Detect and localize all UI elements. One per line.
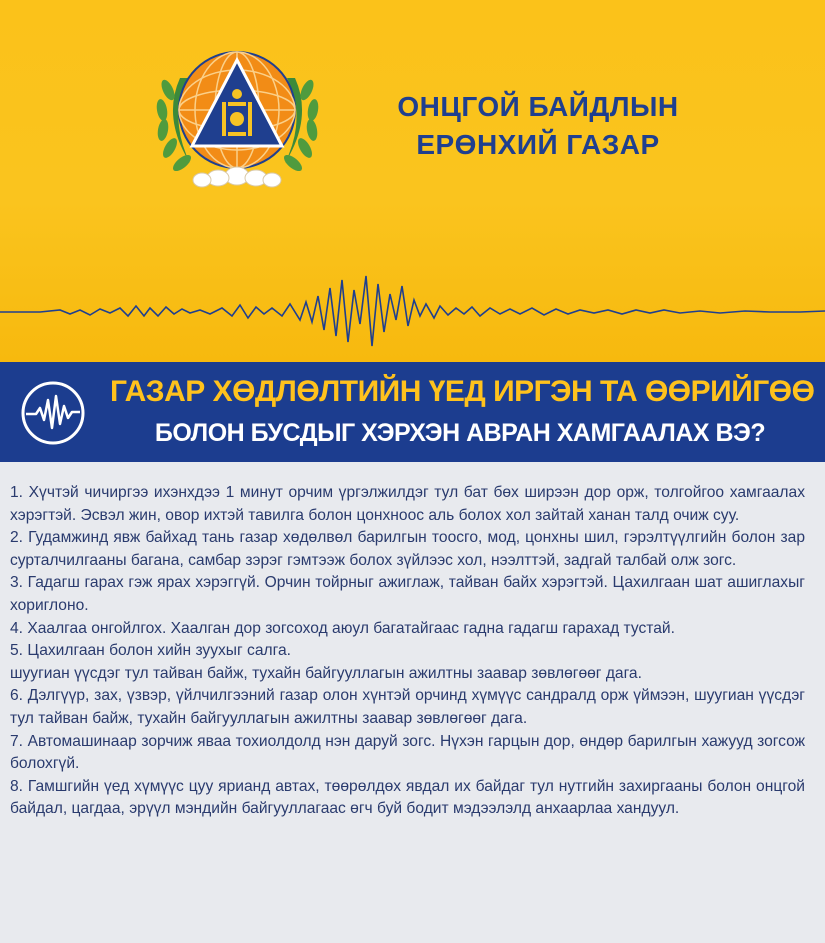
instruction-item-8: 8. Гамшгийн үед хүмүүс цуу ярианд автах, төөрөлдөх явдал их байдаг тул нутгийн захиргааны болон онцгой байдал, цагдаа, эрүүл мэндийн байгууллагаас өгч буй бодит мэдээлэлд анхаарлаа хандуул. (10, 777, 805, 818)
instruction-item-5: 5. Цахилгаан болон хийн зуухыг салга. (10, 642, 291, 660)
instruction-item-5-continued: шуугиан үүсдэг тул тайван байж, тухайн байгууллагын ажилтны заавар зөвлөгөөг дага. (10, 664, 642, 682)
instructions-section (0, 462, 825, 943)
title-banner (0, 362, 825, 462)
emergency-agency-emblem-icon (150, 38, 325, 193)
instruction-item-6: 6. Дэлгүүр, зах, үзвэр, үйлчилгээний газар олон хүнтэй орчинд хүмүүс сандралд орж үймээн, шуугиан үүсдэг тул тайван байж, тухайн байгууллагын ажилтны заавар зөвлөгөөг дага. (10, 687, 805, 727)
instruction-item-4: 4. Хаалгаа онгойлгох. Хаалган дор зогсоход аюул багатайгаас гадна гадагш гарахад тустай. (10, 619, 675, 637)
instruction-item-3: 3. Гадагш гарах гэж ярах хэрэггүй. Орчин тойрныг ажиглаж, тайван байх хэрэгтэй. Цахилгаан шат ашиглахыг хориглоно. (10, 574, 805, 614)
seismic-wave-circle-icon (20, 380, 86, 446)
organization-name-line2: ЕРӨНХИЙ ГАЗАР (416, 129, 660, 160)
header-section (0, 0, 825, 362)
instructions-list (10, 482, 805, 821)
instruction-item-2: 2. Гудамжинд явж байхад тань газар хөдөлвөл барилгын тоосго, мод, цонхны шил, гэрэлтүүлгийн болон зар сурталчилгааны багана, самбар зэрэг гэмтээж болох зүйлээс хол, нээлттэй, задгай талбай олж зогс. (10, 529, 805, 569)
banner-headline: ГАЗАР ХӨДЛӨЛТИЙН ҮЕД ИРГЭН ТА ӨӨРИЙГӨӨ (110, 375, 815, 408)
organization-name (368, 88, 708, 164)
seismograph-wave-icon (0, 250, 825, 360)
instruction-item-7: 7. Автомашинаар зорчиж яваа тохиолдолд нэн даруй зогс. Нүхэн гарцын дор, өндөр барилгын хажууд зогсож болохгүй. (10, 732, 805, 773)
instruction-item-1: 1. Хүчтэй чичиргээ ихэнхдээ 1 минут орчим үргэлжилдэг тул бат бөх ширээн дор орж, толгойгоо хамгаалах хэрэгтэй. Эсвэл жин, овор ихтэй тавилга болон цонхноос аль болох хол зайтай ханан талд очиж суу. (10, 484, 805, 524)
banner-subheadline: БОЛОН БУСДЫГ ХЭРХЭН АВРАН ХАМГААЛАХ ВЭ? (154, 419, 766, 447)
organization-name-line1: ОНЦГОЙ БАЙДЛЫН (397, 91, 679, 122)
